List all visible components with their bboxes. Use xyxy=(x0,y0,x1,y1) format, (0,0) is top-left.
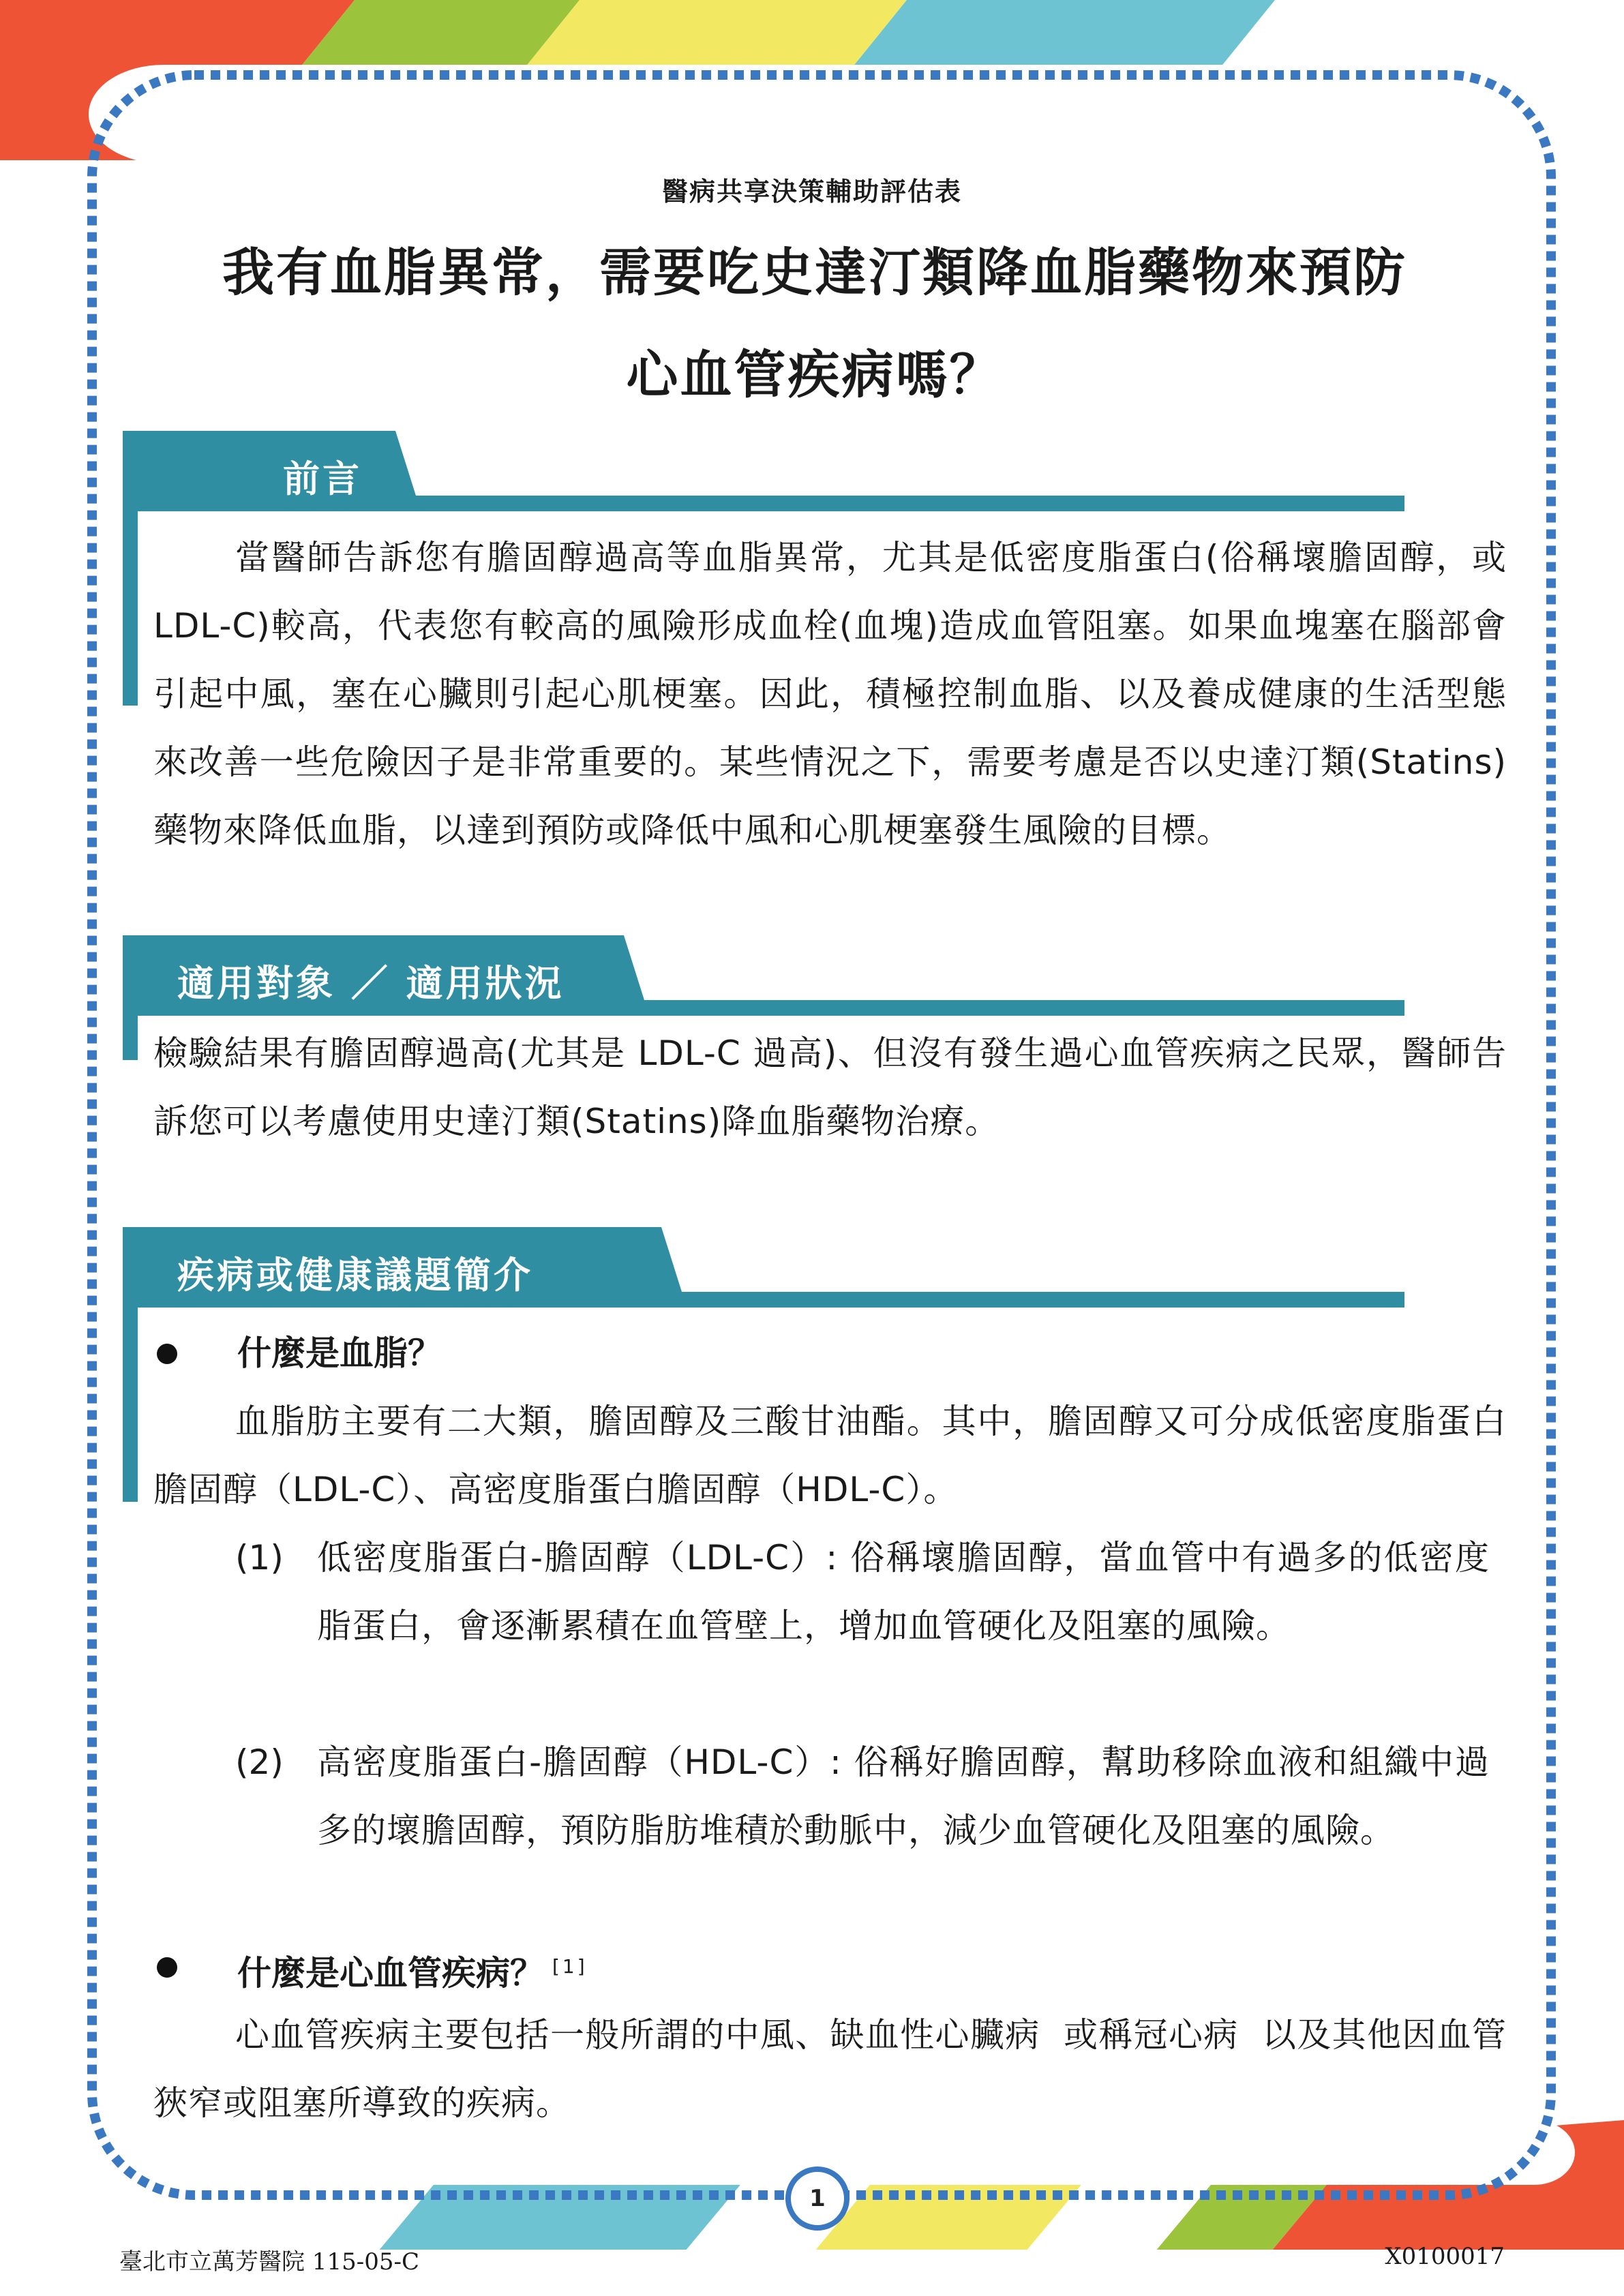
list-item-number: (1) xyxy=(235,1538,284,1577)
bullet-dot xyxy=(157,1344,177,1364)
list-item-text: 高密度脂蛋白-膽固醇（HDL-C）: 俗稱好膽固醇，幫助移除血液和組織中過多的壞膽固醇，預防脂肪堆積於動脈中，減少血管硬化及阻塞的風險。 xyxy=(317,1742,1490,1850)
hospital-code: 臺北市立萬芳醫院 115-05-C xyxy=(119,2248,419,2276)
form-subtitle: 醫病共享決策輔助評估表 xyxy=(661,177,962,207)
question-what-is-lipid: 什麼是血脂？ xyxy=(237,1333,442,1373)
section-banner-disease xyxy=(123,1227,1404,1309)
section-heading-disease: 疾病或健康議題簡介 xyxy=(177,1254,533,1297)
top-color-stripes xyxy=(0,0,1624,164)
section-banner-target xyxy=(123,935,1404,1017)
lipid-paragraph: 血脂肪主要有二大類，膽固醇及三酸甘油酯。其中，膽固醇又可分成低密度脂蛋白膽固醇（LDL-C）、高密度脂蛋白膽固醇（HDL-C）。 xyxy=(153,1402,1507,1509)
section-banner-intro xyxy=(123,431,1404,513)
question-text: 什麼是心血管疾病？ xyxy=(237,1953,544,1993)
question-what-is-cvd xyxy=(237,1933,588,2008)
section-heading-target: 適用對象 ／ 適用狀況 xyxy=(177,962,565,1005)
list-item-number: (2) xyxy=(235,1742,284,1782)
banner-tail-disease xyxy=(123,1304,138,1502)
list-item-text: 低密度脂蛋白-膽固醇（LDL-C）: 俗稱壞膽固醇，當血管中有過多的低密度脂蛋白，會逐漸累積在血管壁上，增加血管硬化及阻塞的風險。 xyxy=(317,1538,1490,1646)
title-line-2: 心血管疾病嗎？ xyxy=(626,344,1004,405)
bullet-dot xyxy=(157,1957,177,1978)
banner-tail-intro xyxy=(123,508,138,706)
reference-marker[interactable]: [1] xyxy=(552,1955,588,1978)
page-title xyxy=(136,222,1493,426)
section-heading-intro: 前言 xyxy=(283,457,362,500)
page-number: 1 xyxy=(785,2166,849,2231)
cvd-paragraph: 心血管疾病主要包括一般所謂的中風、缺血性心臟病 或稱冠心病 以及其他因血管狹窄或阻塞所導致的疾病。 xyxy=(153,2015,1507,2123)
target-paragraph: 檢驗結果有膽固醇過高(尤其是 LDL-C 過高)、但沒有發生過心血管疾病之民眾，醫師告訴您可以考慮使用史達汀類(Statins)降血脂藥物治療。 xyxy=(153,1033,1507,1141)
document-code: X0100017 xyxy=(1385,2243,1505,2270)
banner-tail-target xyxy=(123,1012,138,1060)
title-line-1: 我有血脂異常，需要吃史達汀類降血脂藥物來預防 xyxy=(222,242,1407,303)
intro-paragraph: 當醫師告訴您有膽固醇過高等血脂異常，尤其是低密度脂蛋白(俗稱壞膽固醇，或 LDL-C)較高，代表您有較高的風險形成血栓(血塊)造成血管阻塞。如果血塊塞在腦部會引起中風，塞在心臟則引起心肌梗塞。因此，積極控制血脂、以及養成健康的生活型態來改善一些危險因子是非常重要的。某些情況之下，需要考慮是否以史達汀類(Statins)藥物來降低血脂，以達到預防或降低中風和心肌梗塞發生風險的目標。 xyxy=(153,538,1507,850)
